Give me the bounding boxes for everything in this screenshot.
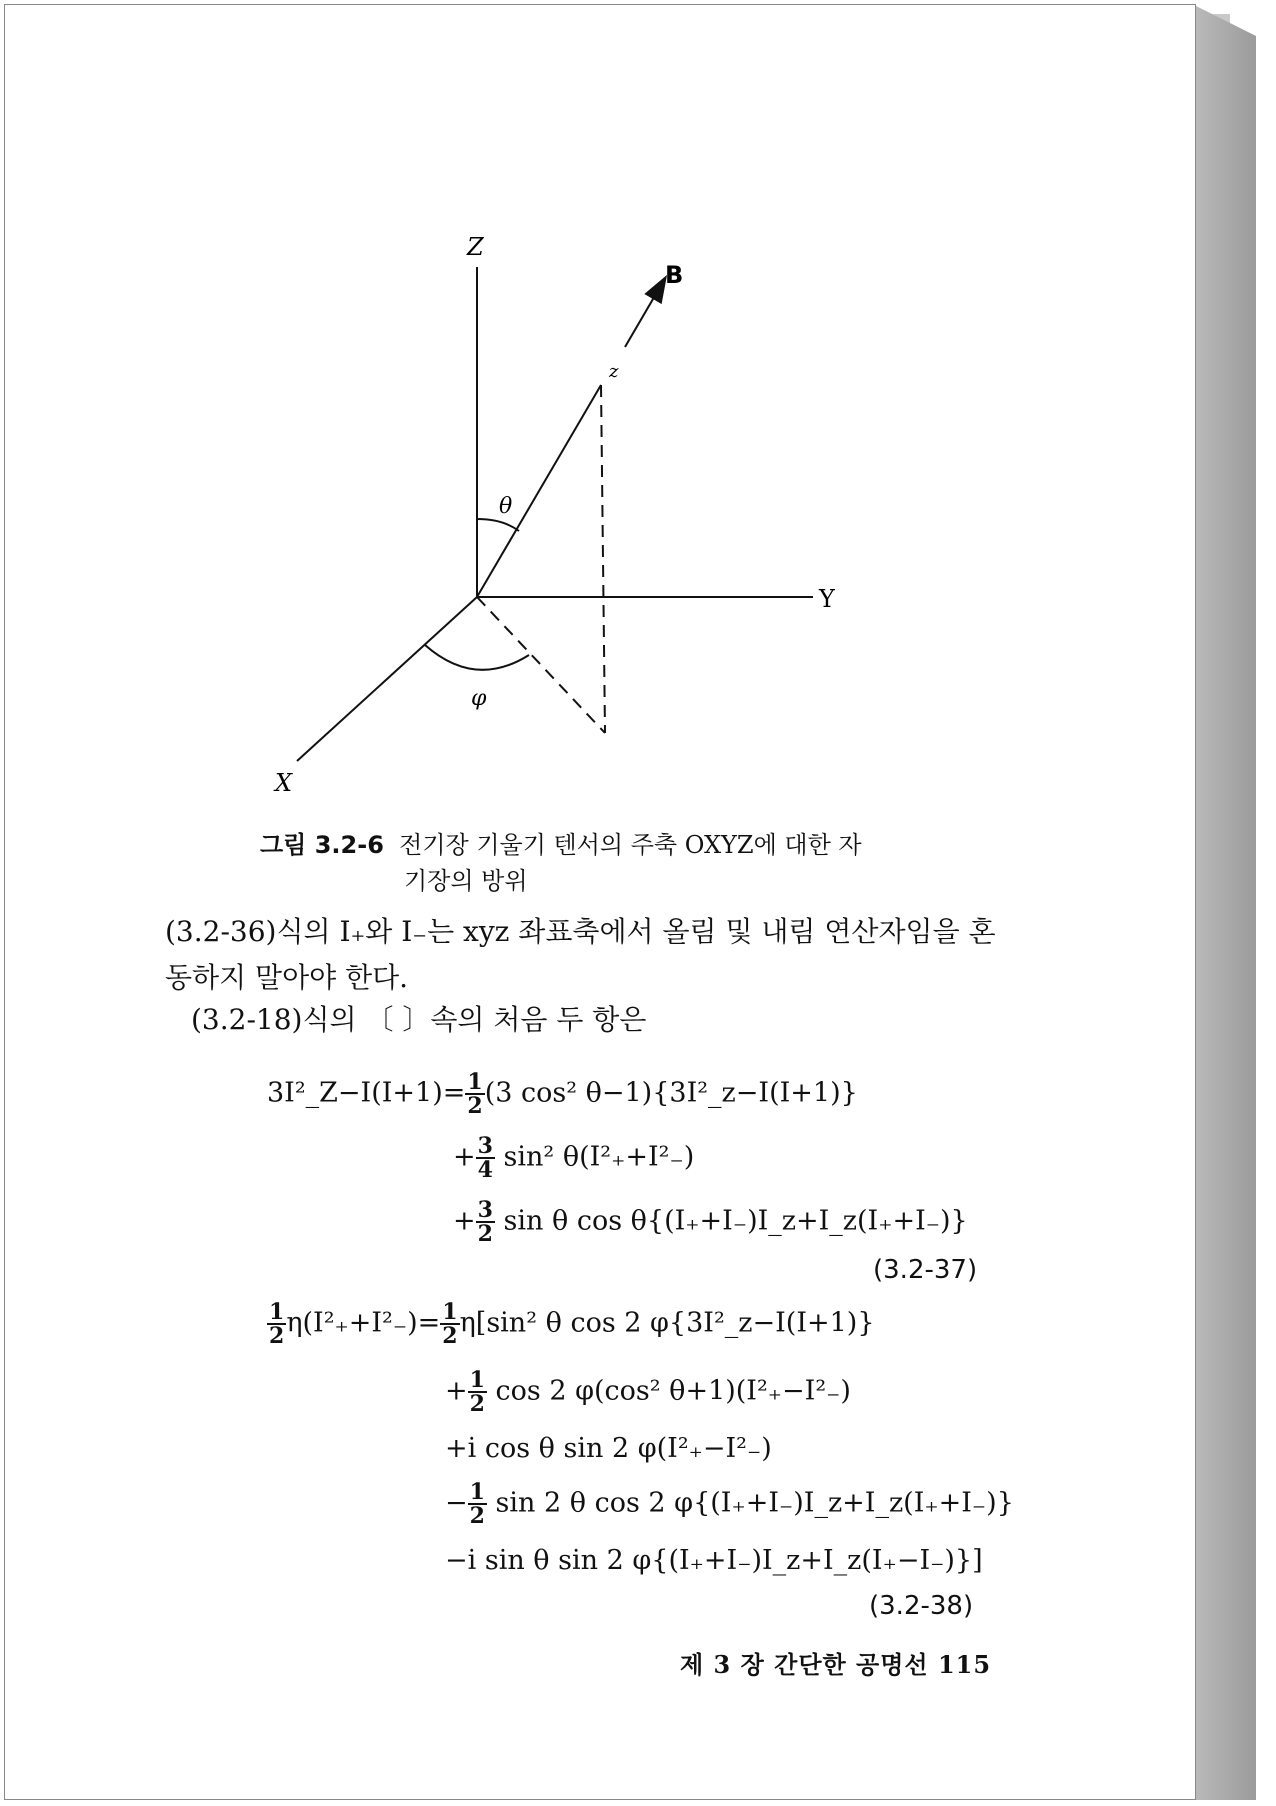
paragraph-operators [165, 909, 1015, 1001]
eq37-line2: + $\frac{3}{4}$ sin² θ(I²₊+I²₋) [453, 1133, 695, 1183]
b-arrow [625, 287, 660, 347]
fraction: $\frac{1}{2}$ [442, 1299, 458, 1349]
z-vector [477, 385, 601, 597]
fraction: $\frac{1}{2}$ [269, 1299, 285, 1349]
phi-label: φ [471, 686, 487, 711]
eq38-line1: $\frac{1}{2}$ η(I²₊+I²₋)= $\frac{1}{2}$ η[sin² θ cos 2 φ{3I²_z−I(I+1)} [269, 1299, 875, 1349]
phi-arc [425, 645, 529, 670]
projection-vertical [601, 385, 605, 733]
axis-x-label: X [275, 769, 293, 797]
paragraph1-line1: (3.2-36)식의 I₊와 I₋는 xyz 좌표축에서 올림 및 내림 연산자임을 혼 [165, 915, 996, 948]
fraction: $\frac{1}{2}$ [469, 1479, 485, 1529]
book-spine [1196, 6, 1256, 1800]
eq38-line2: + $\frac{1}{2}$ cos 2 φ(cos² θ+1)(I²₊−I²₋) [445, 1367, 851, 1417]
fraction: $\frac{1}{2}$ [469, 1367, 485, 1417]
fraction: $\frac{1}{2}$ [467, 1069, 483, 1119]
theta-arc [477, 519, 519, 531]
axis-z-label: Z [467, 233, 484, 261]
eq37-line1: 3I²_Z−I(I+1)= $\frac{1}{2}$ (3 cos² θ−1){3I²_z−I(I+1)} [267, 1069, 858, 1119]
caption-label: 그림 3.2-6 [260, 831, 384, 859]
axis-y-label: Y [819, 585, 835, 613]
x-axis [297, 597, 477, 761]
equation-number-38: (3.2-38) [869, 1591, 974, 1621]
eq38-line3: +i cos θ sin 2 φ(I²₊−I²₋) [445, 1433, 772, 1464]
axis-diagram [5, 5, 1195, 805]
eq38-line4: − $\frac{1}{2}$ sin 2 θ cos 2 φ{(I₊+I₋)I_z+I_z(I₊+I₋)} [445, 1479, 1014, 1529]
projection-base [477, 597, 605, 733]
paragraph-first-terms: (3.2-18)식의 〔 〕속의 처음 두 항은 [191, 1003, 647, 1036]
page-footer: 제 3 장 간단한 공명선 115 [680, 1650, 992, 1679]
equation-number-37: (3.2-37) [873, 1255, 978, 1285]
eq38-line5: −i sin θ sin 2 φ{(I₊+I₋)I_z+I_z(I₊−I₋)}] [445, 1545, 983, 1576]
book-page [4, 4, 1196, 1800]
vector-b-label: B [665, 261, 684, 289]
caption-text-line2: 기장의 방위 [404, 867, 528, 895]
paragraph1-line2: 동하지 말아야 한다. [165, 961, 409, 994]
figure-caption [260, 827, 1020, 899]
eq37-line3: + $\frac{3}{2}$ sin θ cos θ{(I₊+I₋)I_z+I_z(I₊+I₋)} [453, 1197, 968, 1247]
fraction: $\frac{3}{4}$ [477, 1133, 493, 1183]
theta-label: θ [499, 494, 513, 519]
caption-text-line1: 전기장 기울기 텐서의 주축 OXYZ에 대한 자 [399, 831, 862, 859]
tip-z-label: z [609, 361, 619, 382]
fraction: $\frac{3}{2}$ [477, 1197, 493, 1247]
